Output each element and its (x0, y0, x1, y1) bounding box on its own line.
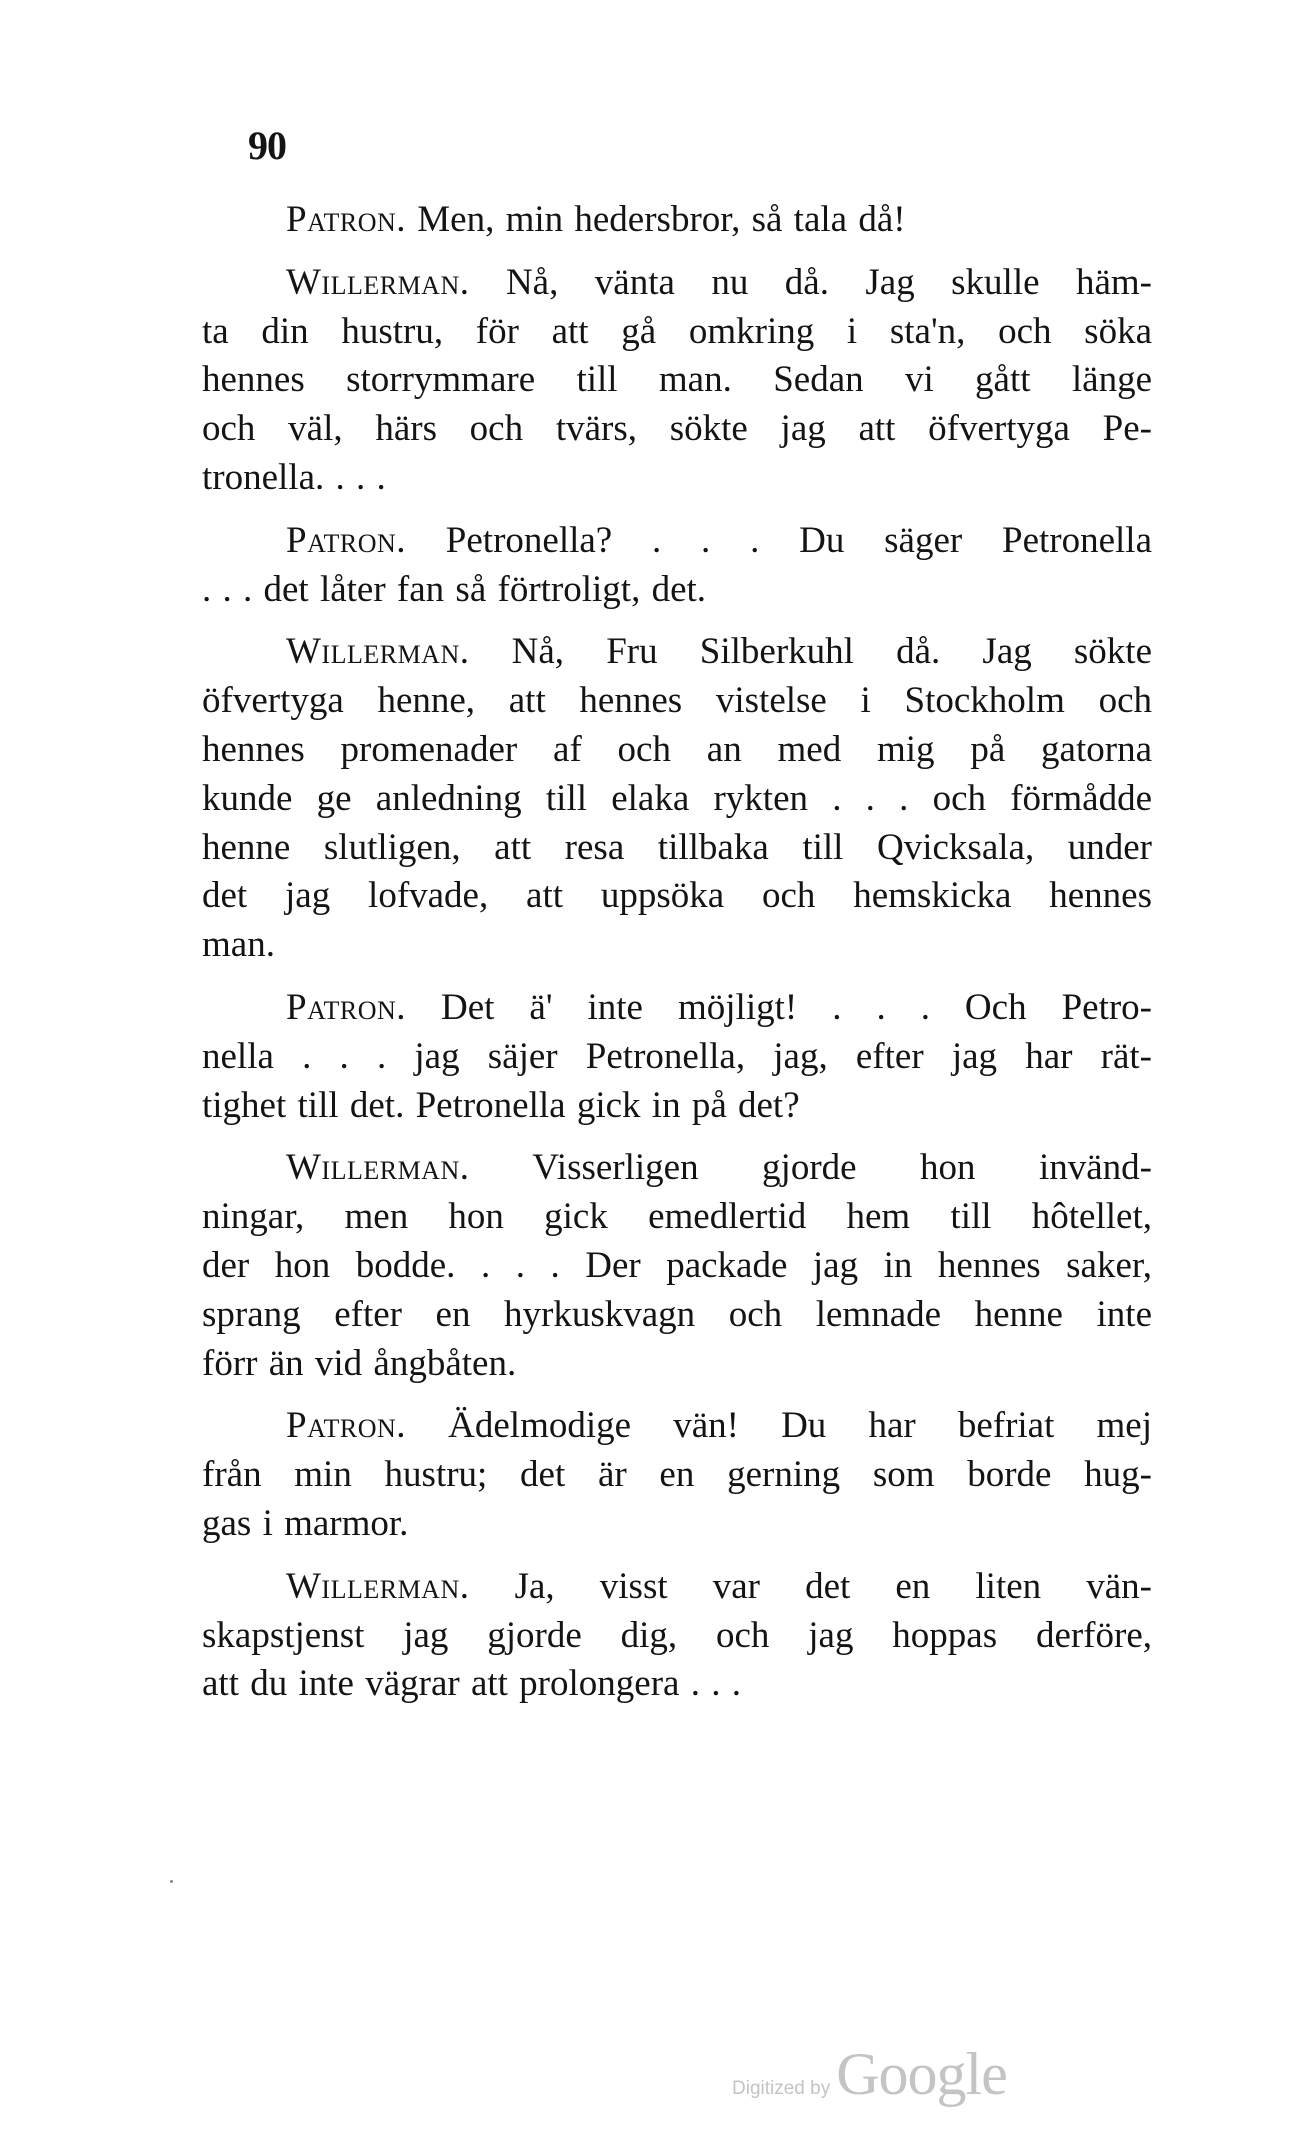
line-text: förr än vid ångbåten. (202, 1342, 517, 1384)
paragraph-first-line (202, 1402, 1152, 1451)
paragraph-line (202, 1193, 1152, 1242)
dialogue-paragraph (202, 517, 1152, 615)
google-logo: Google (836, 2041, 1007, 2107)
line-text: det jag lofvade, att uppsöka och hemskicka hennes (202, 875, 1152, 917)
line-text: nella . . . jag säjer Petronella, jag, efter jag har rät- (202, 1035, 1152, 1077)
body-text (202, 196, 1152, 1709)
paper-speck (170, 1880, 173, 1883)
paragraph-line (202, 775, 1152, 824)
paragraph-line (202, 1291, 1152, 1340)
paragraph-line (202, 1660, 1152, 1709)
speaker-name: Willerman. (286, 1565, 470, 1607)
line-text: och väl, härs och tvärs, sökte jag att öfvertyga Pe- (202, 408, 1152, 450)
line-text: Ja, visst var det en liten vän- (469, 1565, 1152, 1607)
line-text: sprang efter en hyrkuskvagn och lemnade henne inte (202, 1293, 1152, 1335)
dialogue-paragraph (202, 984, 1152, 1130)
dialogue-paragraph (202, 259, 1152, 503)
line-text: Ädelmodige vän! Du har befriat mej (406, 1405, 1152, 1447)
digitized-watermark (732, 2040, 1007, 2109)
paragraph-line (202, 921, 1152, 970)
paragraph-line (202, 405, 1152, 454)
line-text: tronella. . . . (202, 456, 386, 498)
speaker-name: Willerman. (286, 261, 470, 303)
line-text: der hon bodde. . . . Der packade jag in hennes saker, (202, 1244, 1152, 1286)
line-text: att du inte vägrar att prolongera . . . (202, 1663, 741, 1705)
paragraph-first-line (202, 1144, 1152, 1193)
paragraph-line (202, 308, 1152, 357)
paragraph-line (202, 454, 1152, 503)
line-text: gas i marmor. (202, 1502, 409, 1544)
line-text: Visserligen gjorde hon invänd- (469, 1147, 1152, 1189)
speaker-name: Patron. (286, 1405, 406, 1447)
line-text: ningar, men hon gick emedlertid hem till hôtellet, (202, 1196, 1152, 1238)
watermark-prefix: Digitized by (732, 2078, 831, 2099)
dialogue-paragraph (202, 1402, 1152, 1548)
line-text: kunde ge anledning till elaka rykten . . . och förmådde (202, 777, 1152, 819)
speaker-name: Willerman. (286, 631, 470, 673)
line-text: man. (202, 924, 275, 966)
speaker-name: Patron. (286, 986, 406, 1028)
speaker-name: Patron. (286, 199, 406, 240)
paragraph-line (202, 1451, 1152, 1500)
paragraph-first-line (202, 984, 1152, 1033)
paragraph-line (202, 1242, 1152, 1291)
paragraph-line (202, 872, 1152, 921)
line-text: hennes promenader af och an med mig på gatorna (202, 728, 1152, 770)
line-text: hennes storrymmare till man. Sedan vi gått länge (202, 359, 1152, 401)
dialogue-paragraph (202, 628, 1152, 970)
line-text: tighet till det. Petronella gick in på det? (202, 1084, 800, 1126)
line-text: . . . det låter fan så förtroligt, det. (202, 568, 707, 610)
paragraph-line (202, 356, 1152, 405)
paragraph-first-line (202, 259, 1152, 308)
line-text: Nå, vänta nu då. Jag skulle häm- (469, 261, 1152, 303)
paragraph-line (202, 824, 1152, 873)
line-text: Nå, Fru Silberkuhl då. Jag sökte (469, 631, 1152, 673)
paragraph-line (202, 1612, 1152, 1661)
line-text: skapstjenst jag gjorde dig, och jag hoppas derföre, (202, 1614, 1152, 1656)
paragraph-first-line (202, 517, 1152, 566)
paragraph-line (202, 1340, 1152, 1389)
paragraph-line (202, 677, 1152, 726)
line-text: ta din hustru, för att gå omkring i sta'n, och söka (202, 310, 1152, 352)
line-text: henne slutligen, att resa tillbaka till Qvicksala, under (202, 826, 1152, 868)
line-text: öfvertyga henne, att hennes vistelse i Stockholm och (202, 680, 1152, 722)
paragraph-line (202, 726, 1152, 775)
paragraph-line (202, 566, 1152, 615)
line-text: från min hustru; det är en gerning som borde hug- (202, 1454, 1152, 1496)
line-text: Petronella? . . . Du säger Petronella (406, 519, 1152, 561)
paragraph-line (202, 1082, 1152, 1131)
speaker-name: Patron. (286, 519, 406, 561)
paragraph-first-line (202, 196, 1152, 245)
line-text: Det ä' inte möjligt! . . . Och Petro- (406, 986, 1152, 1028)
paragraph-line (202, 1033, 1152, 1082)
speaker-name: Willerman. (286, 1147, 470, 1189)
paragraph-first-line (202, 628, 1152, 677)
paragraph-line (202, 1500, 1152, 1549)
line-text: Men, min hedersbror, så tala då! (406, 199, 906, 240)
dialogue-paragraph (202, 196, 1152, 245)
dialogue-paragraph (202, 1144, 1152, 1388)
page-number: 90 (248, 123, 286, 168)
dialogue-paragraph (202, 1563, 1152, 1709)
paragraph-first-line (202, 1563, 1152, 1612)
